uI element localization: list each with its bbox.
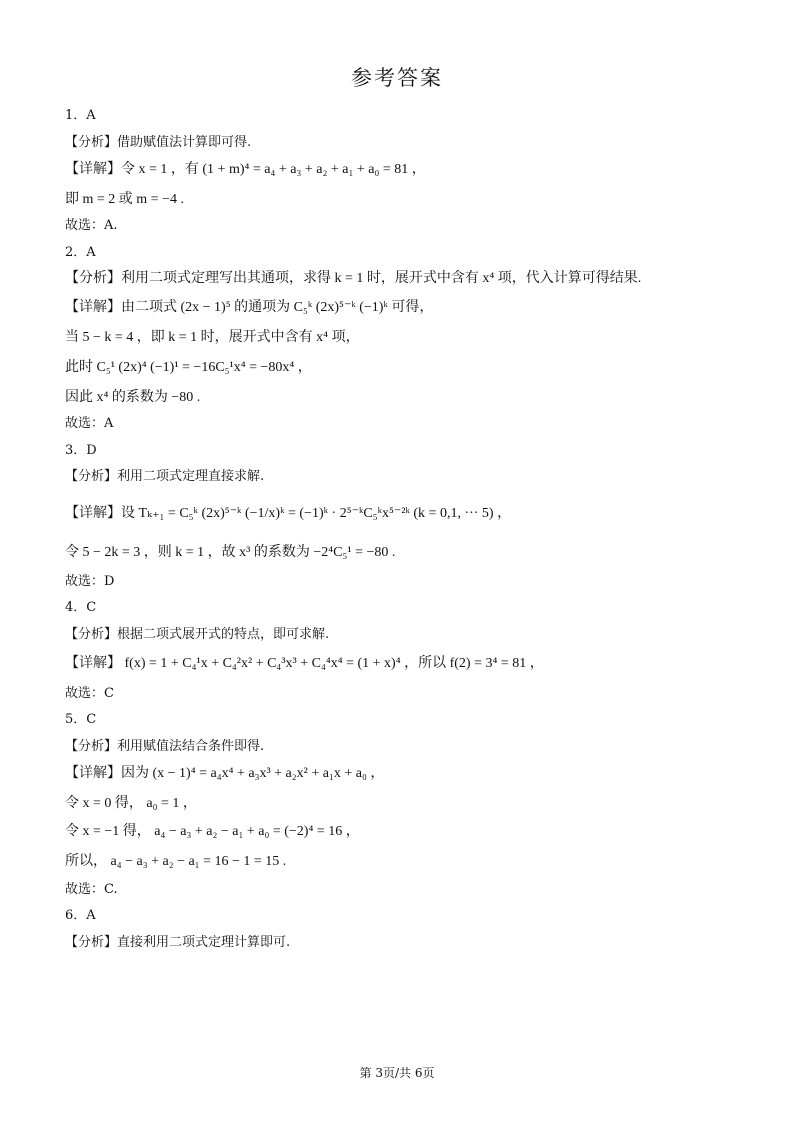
detail-line: 【详解】因为 (x − 1)⁴ = a₄x⁴ + a₃x³ + a₂x² + a₁x + a₀ ，	[65, 766, 385, 781]
answer-line: 故选：C.	[65, 882, 118, 897]
detail-line: 令 x = −1 得， a₄ − a₃ + a₂ − a₁ + a₀ = (−2)⁴ = 16 ，	[65, 824, 360, 839]
analysis-line: 【分析】根据二项式展开式的特点，即可求解.	[65, 627, 330, 642]
detail-line: 令 5 − 2k = 3 ，则 k = 1 ，故 x³ 的系数为 −2⁴C₅¹ = −80 .	[65, 545, 396, 560]
analysis-line: 【分析】借助赋值法计算即可得.	[65, 135, 252, 150]
detail-line: 此时 C₅¹ (2x)⁴ (−1)¹ = −16C₅¹x⁴ = −80x⁴ ，	[65, 360, 312, 375]
detail-line: 【详解】设 Tₖ₊₁ = C₅ᵏ (2x)⁵⁻ᵏ (−1/x)ᵏ = (−1)ᵏ · 2⁵⁻ᵏC₅ᵏx⁵⁻²ᵏ (k = 0,1, ··· 5) ，	[65, 506, 512, 521]
detail-line: 因此 x⁴ 的系数为 −80 .	[65, 390, 201, 405]
question-number: 6．A	[65, 908, 96, 923]
detail-line: 即 m = 2 或 m = −4 .	[65, 192, 184, 207]
page-footer: 第 3页/共 6页	[359, 1066, 435, 1080]
question-number: 2．A	[65, 245, 96, 260]
question-number: 5．C	[65, 712, 97, 727]
answer-line: 故选：D	[65, 574, 115, 589]
analysis-line: 【分析】利用二项式定理写出其通项，求得 k = 1 时，展开式中含有 x⁴ 项，代入计算可得结果.	[65, 271, 642, 286]
answer-line: 故选：C	[65, 686, 114, 701]
question-number: 1．A	[65, 108, 96, 123]
detail-line: 当 5 − k = 4 ，即 k = 1 时，展开式中含有 x⁴ 项，	[65, 330, 360, 345]
detail-line: 【详解】令 x = 1 ，有 (1 + m)⁴ = a₄ + a₃ + a₂ + a₁ + a₀ = 81 ，	[65, 162, 426, 177]
answer-line: 故选：A	[65, 416, 114, 431]
analysis-line: 【分析】直接利用二项式定理计算即可.	[65, 935, 291, 950]
detail-line: 【详解】由二项式 (2x − 1)⁵ 的通项为 C₅ᵏ (2x)⁵⁻ᵏ (−1)ᵏ 可得，	[65, 300, 434, 315]
answer-line: 故选：A.	[65, 218, 118, 233]
detail-line: 所以， a₄ − a₃ + a₂ − a₁ = 16 − 1 = 15 .	[65, 854, 287, 869]
analysis-line: 【分析】利用二项式定理直接求解.	[65, 469, 265, 484]
detail-line: 令 x = 0 得， a₀ = 1 ，	[65, 796, 197, 811]
question-number: 4．C	[65, 600, 97, 615]
detail-line: 【详解】 f(x) = 1 + C₄¹x + C₄²x² + C₄³x³ + C₄⁴x⁴ = (1 + x)⁴ ，所以 f(2) = 3⁴ = 81 ，	[65, 656, 544, 671]
analysis-line: 【分析】利用赋值法结合条件即得.	[65, 739, 265, 754]
question-number: 3．D	[65, 443, 97, 458]
page-title: 参考答案	[351, 66, 443, 90]
